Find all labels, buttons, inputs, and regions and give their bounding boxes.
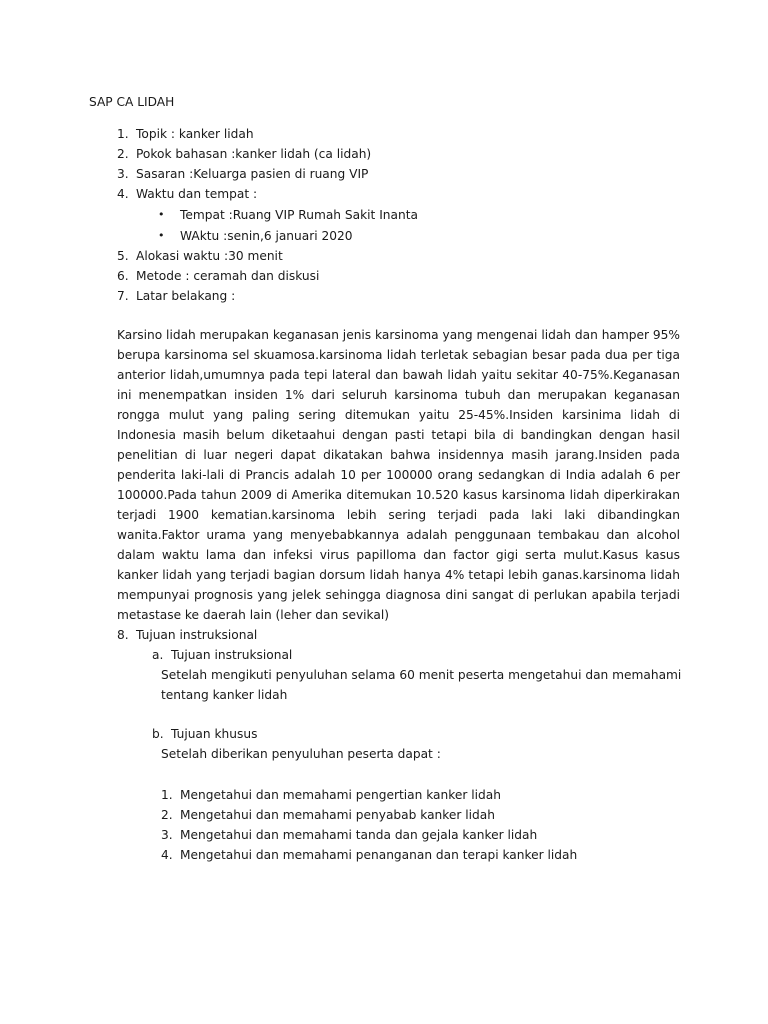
objective-item: Mengetahui dan memahami penanganan dan terapi kanker lidah <box>180 848 578 862</box>
sub-a-text-line1: Setelah mengikuti penyuluhan selama 60 menit peserta mengetahui dan memahami <box>161 668 682 682</box>
bullet-icon: • <box>158 229 165 242</box>
bullet-item-tempat: Tempat :Ruang VIP Rumah Sakit Inanta <box>180 208 418 222</box>
list-item-topik: Topik : kanker lidah <box>136 127 254 141</box>
background-paragraph: Karsino lidah merupakan keganasan jenis karsinoma yang mengenai lidah dan hamper 95% berupa karsinoma sel skuamosa.karsinoma lidah terletak sebagian besar pada dua per tiga anterior lidah,umumnya pada tepi lateral dan bawah lidah yaitu sekitar 40-75%.Keganasan ini menempatkan insiden 1% dari seluruh karsinoma tubuh dan merupakan keganasan rongga mulut yang paling sering ditemukan yaitu 25-45%.Insiden karsinima lidah di Indonesia masih belum diketaahui dengan pasti tetapi bila di bandingkan dengan hasil penelitian di luar negeri dapat dikatakan bahwa insidennya masih jarang.Insiden pada penderita laki-lali di Prancis adalah 10 per 100000 orang sedangkan di India adalah 6 per 100000.Pada tahun 2009 di Amerika ditemukan 10.520 kasus karsinoma lidah diperkirakan terjadi 1900 kematian.karsinoma lebih sering terjadi pada laki laki dibandingkan wanita.Faktor urama yang menyebabkannya adalah penggunaan tembakau dan alcohol dalam waktu lama dan infeksi virus papilloma dan factor gigi serta mulut.Kasus kasus kanker lidah yang terjadi bagian dorsum lidah hanya 4% tetapi lebih ganas.karsinoma lidah mempunyai prognosis yang jelek sehingga diagnosa dini sangat di perlukan apabila terjadi metastase ke daerah lain (leher dan sevikal) <box>117 328 680 622</box>
list-item-waktu-tempat: Waktu dan tempat : <box>136 187 258 201</box>
sub-b-intro: Setelah diberikan penyuluhan peserta dapat : <box>161 747 441 761</box>
objective-item: Mengetahui dan memahami pengertian kanker lidah <box>180 788 501 802</box>
list-item-number: 6. <box>117 269 129 283</box>
section-tujuan-instruksional: Tujuan instruksional <box>136 628 258 642</box>
list-item-number: 3. <box>117 167 129 181</box>
list-item-number: 4. <box>161 848 173 862</box>
sub-a-text-line2: tentang kanker lidah <box>161 688 288 702</box>
list-item-number: 1. <box>161 788 173 802</box>
list-item-number: 7. <box>117 289 129 303</box>
list-item-metode: Metode : ceramah dan diskusi <box>136 269 320 283</box>
objective-item: Mengetahui dan memahami penyabab kanker lidah <box>180 808 495 822</box>
list-item-number: 1. <box>117 127 129 141</box>
list-item-number: 3. <box>161 828 173 842</box>
list-item-alokasi-waktu: Alokasi waktu :30 menit <box>136 249 283 263</box>
objective-item: Mengetahui dan memahami tanda dan gejala kanker lidah <box>180 828 538 842</box>
bullet-item-waktu: WAktu :senin,6 januari 2020 <box>180 229 353 243</box>
list-item-pokok-bahasan: Pokok bahasan :kanker lidah (ca lidah) <box>136 147 372 161</box>
bullet-icon: • <box>158 208 165 221</box>
document-title: SAP CA LIDAH <box>89 95 175 109</box>
sublist-label: a. <box>152 648 164 662</box>
list-item-latar-belakang: Latar belakang : <box>136 289 236 303</box>
list-item-number: 5. <box>117 249 129 263</box>
list-item-number: 4. <box>117 187 129 201</box>
list-item-number: 2. <box>161 808 173 822</box>
list-item-sasaran: Sasaran :Keluarga pasien di ruang VIP <box>136 167 369 181</box>
sublist-label: b. <box>152 727 164 741</box>
sub-a-title: Tujuan instruksional <box>171 648 293 662</box>
list-item-number: 8. <box>117 628 129 642</box>
sub-b-title: Tujuan khusus <box>171 727 258 741</box>
list-item-number: 2. <box>117 147 129 161</box>
